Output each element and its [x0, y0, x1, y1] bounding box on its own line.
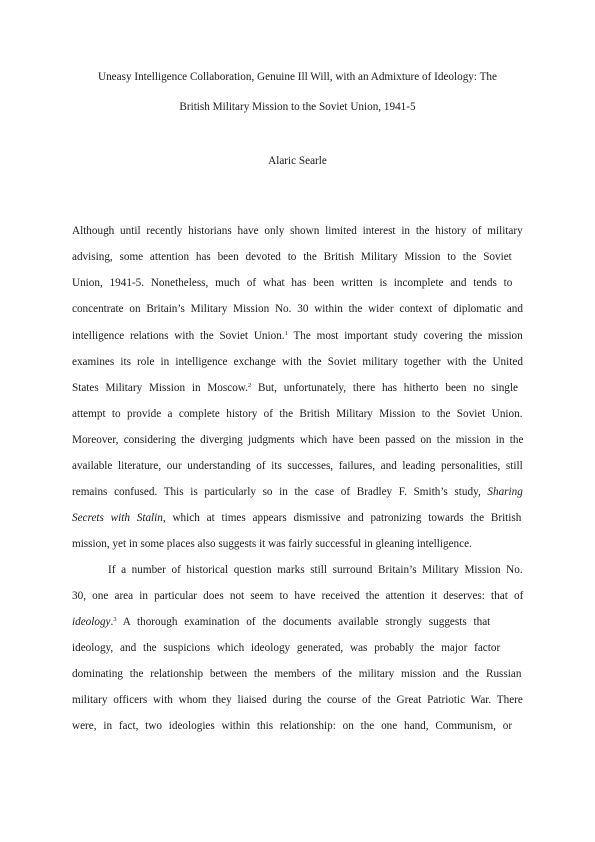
body-line: States Military Mission in Moscow.$^2$ But, unfortunately, there has hitherto been no single	[72, 382, 518, 394]
paper-title-line-1: Uneasy Intelligence Collaboration, Genuine Ill Will, with an Admixture of Ideology: The	[98, 71, 497, 83]
body-line: concentrate on Britain’s Military Mission No. 30 within the wider context of diplomatic and	[72, 303, 523, 315]
body-line: Although until recently historians have only shown limited interest in the history of military	[72, 225, 523, 237]
footnote-ref[interactable]: 2	[247, 382, 252, 389]
body-line: ideology, and the suspicions which ideology generated, was probably the major factor	[72, 642, 501, 654]
body-line: intelligence relations with the Soviet Union.$^1$ The most important study covering the mission	[72, 330, 523, 342]
paper-title-line-2: British Military Mission to the Soviet Union, 1941-5	[179, 101, 416, 113]
body-line: 30, one area in particular does not seem to have received the attention it deserves: that of	[72, 590, 524, 602]
footnote-ref[interactable]: 1	[284, 330, 288, 337]
body-line: Union, 1941-5. Nonetheless, much of what has been written is incomplete and tends to	[72, 277, 513, 289]
body-line: dominating the relationship between the members of the military mission and the Russian	[72, 668, 522, 680]
body-line: military officers with whom they liaised during the course of the Great Patriotic War. There	[72, 694, 523, 706]
footnote-ref[interactable]: 3	[113, 616, 117, 623]
body-line: Secrets with Stalin, which at times appears dismissive and patronizing towards the British	[72, 512, 522, 524]
author-name: Alaric Searle	[268, 155, 327, 167]
body-line: Moreover, considering the diverging judgments which have been passed on the mission in the	[72, 434, 524, 446]
book-title-italic: Sharing	[480, 486, 523, 498]
body-line: attempt to provide a complete history of the British Military Mission to the Soviet Union.	[72, 408, 523, 420]
body-line: advising, some attention has been devoted to the British Military Mission to the Soviet	[72, 251, 512, 263]
body-line: ideology.$^3$ A thorough examination of the documents available strongly suggests that	[72, 616, 491, 628]
body-line: mission, yet in some places also suggests it was fairly successful in gleaning intelligence.	[72, 538, 472, 550]
body-line: examines its role in intelligence exchange with the Soviet military together with the United	[72, 356, 523, 368]
book-title-italic: Secrets with Stalin	[72, 512, 163, 524]
emphasis-italic: ideology	[72, 616, 111, 628]
body-line: remains confused. This is particularly so in the case of Bradley F. Smith’s study, Sharing	[72, 486, 523, 498]
body-line: were, in fact, two ideologies within this relationship: on the one hand, Communism, or	[72, 720, 513, 732]
body-line-indented: If a number of historical question marks still surround Britain’s Military Mission No.	[108, 564, 523, 576]
body-line: available literature, our understanding of its successes, failures, and leading personalities, still	[72, 460, 523, 472]
